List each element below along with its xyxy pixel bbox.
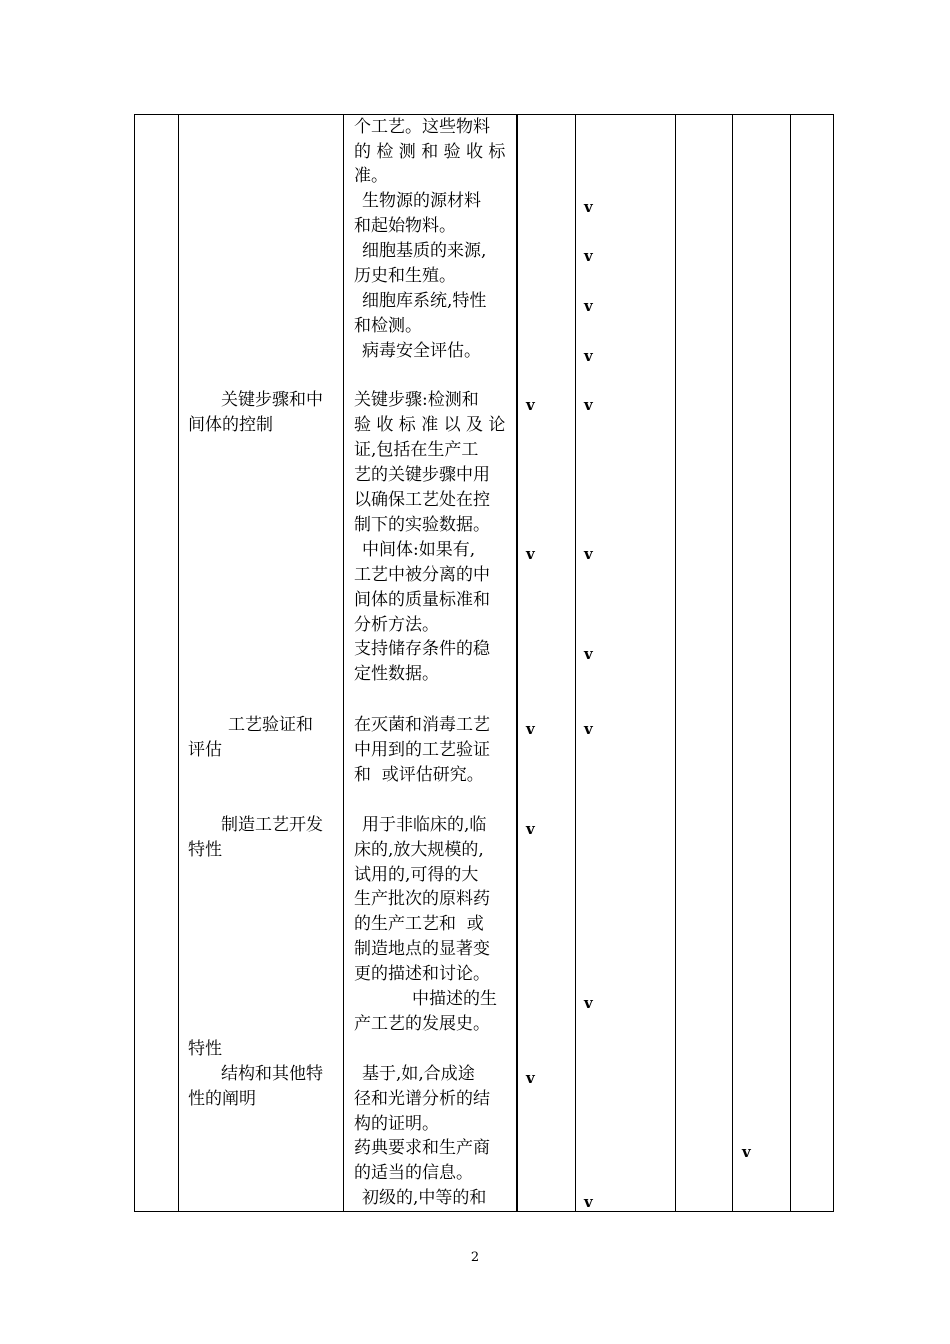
check-mark: v	[584, 198, 593, 216]
section-heading: 特性	[188, 1039, 222, 1059]
description-line: 中间体:如果有,	[362, 540, 476, 560]
column-divider	[790, 115, 791, 1211]
description-line: 和起始物料。	[354, 216, 456, 236]
description-line: 间体的质量标准和	[354, 590, 490, 610]
description-line: 和检测。	[354, 316, 422, 336]
section-label: 关键步骤和中	[221, 390, 323, 410]
description-line: 分析方法。	[354, 615, 439, 635]
check-mark: v	[584, 247, 593, 265]
description-line: 工艺中被分离的中	[354, 565, 490, 585]
description-line: 床的,放大规模的,	[354, 840, 484, 860]
check-mark: v	[584, 297, 593, 315]
column-divider	[675, 115, 676, 1211]
description-line: 构的证明。	[354, 1114, 439, 1134]
description-line: 关键步骤:检测和	[354, 390, 479, 410]
check-mark: v	[584, 720, 593, 738]
description-line: 和 或评估研究。	[354, 765, 484, 785]
description-line: 验 收 标 准 以 及 论	[354, 415, 506, 435]
description-line: 证,包括在生产工	[354, 440, 479, 460]
description-line: 的 检 测 和 验 收 标	[354, 142, 506, 162]
check-mark: v	[584, 645, 593, 663]
description-line: 更的描述和讨论。	[354, 964, 490, 984]
description-line: 定性数据。	[354, 664, 439, 684]
description-line: 个工艺。这些物料	[354, 117, 490, 137]
requirements-table	[134, 114, 834, 1212]
description-line: 准。	[354, 166, 388, 186]
description-line: 生物源的源材料	[362, 191, 481, 211]
section-label: 结构和其他特	[221, 1064, 323, 1084]
description-line: 径和光谱分析的结	[354, 1089, 490, 1109]
check-mark: v	[526, 396, 535, 414]
description-line: 历史和生殖。	[354, 266, 456, 286]
check-mark: v	[526, 720, 535, 738]
check-mark: v	[584, 545, 593, 563]
description-line: 支持储存条件的稳	[354, 639, 490, 659]
description-line: 艺的关键步骤中用	[354, 465, 490, 485]
column-divider	[178, 115, 179, 1211]
description-line: 药典要求和生产商	[354, 1138, 490, 1158]
column-divider	[575, 115, 576, 1211]
description-line: 试用的,可得的大	[354, 865, 479, 885]
column-divider	[732, 115, 733, 1211]
column-divider	[343, 115, 344, 1211]
section-label: 评估	[188, 740, 222, 760]
section-label: 特性	[188, 840, 222, 860]
description-line: 生产批次的原料药	[354, 889, 490, 909]
check-mark: v	[584, 347, 593, 365]
description-line: 制造地点的显著变	[354, 939, 490, 959]
description-line: 初级的,中等的和	[362, 1188, 487, 1208]
description-line: 基于,如,合成途	[362, 1064, 475, 1084]
check-mark: v	[526, 545, 535, 563]
section-label: 性的阐明	[188, 1089, 256, 1109]
description-line: 产工艺的发展史。	[354, 1014, 490, 1034]
check-mark: v	[584, 396, 593, 414]
page-number: 2	[470, 1250, 480, 1265]
description-line: 以确保工艺处在控	[354, 490, 490, 510]
description-line: 的生产工艺和 或	[354, 914, 484, 934]
description-line: 制下的实验数据。	[354, 515, 490, 535]
check-mark: v	[526, 820, 535, 838]
description-line: 中描述的生	[412, 989, 497, 1009]
description-line: 用于非临床的,临	[362, 815, 487, 835]
description-line: 的适当的信息。	[354, 1163, 473, 1183]
check-mark: v	[584, 994, 593, 1012]
description-line: 细胞库系统,特性	[362, 291, 487, 311]
section-label: 制造工艺开发	[221, 815, 323, 835]
section-label: 工艺验证和	[228, 715, 313, 735]
description-line: 病毒安全评估。	[362, 341, 481, 361]
description-line: 细胞基质的来源,	[362, 241, 487, 261]
check-mark: v	[526, 1069, 535, 1087]
column-divider	[516, 115, 518, 1211]
check-mark: v	[742, 1143, 751, 1161]
description-line: 在灭菌和消毒工艺	[354, 715, 490, 735]
description-line: 中用到的工艺验证	[354, 740, 490, 760]
section-label: 间体的控制	[188, 415, 273, 435]
check-mark: v	[584, 1193, 593, 1211]
